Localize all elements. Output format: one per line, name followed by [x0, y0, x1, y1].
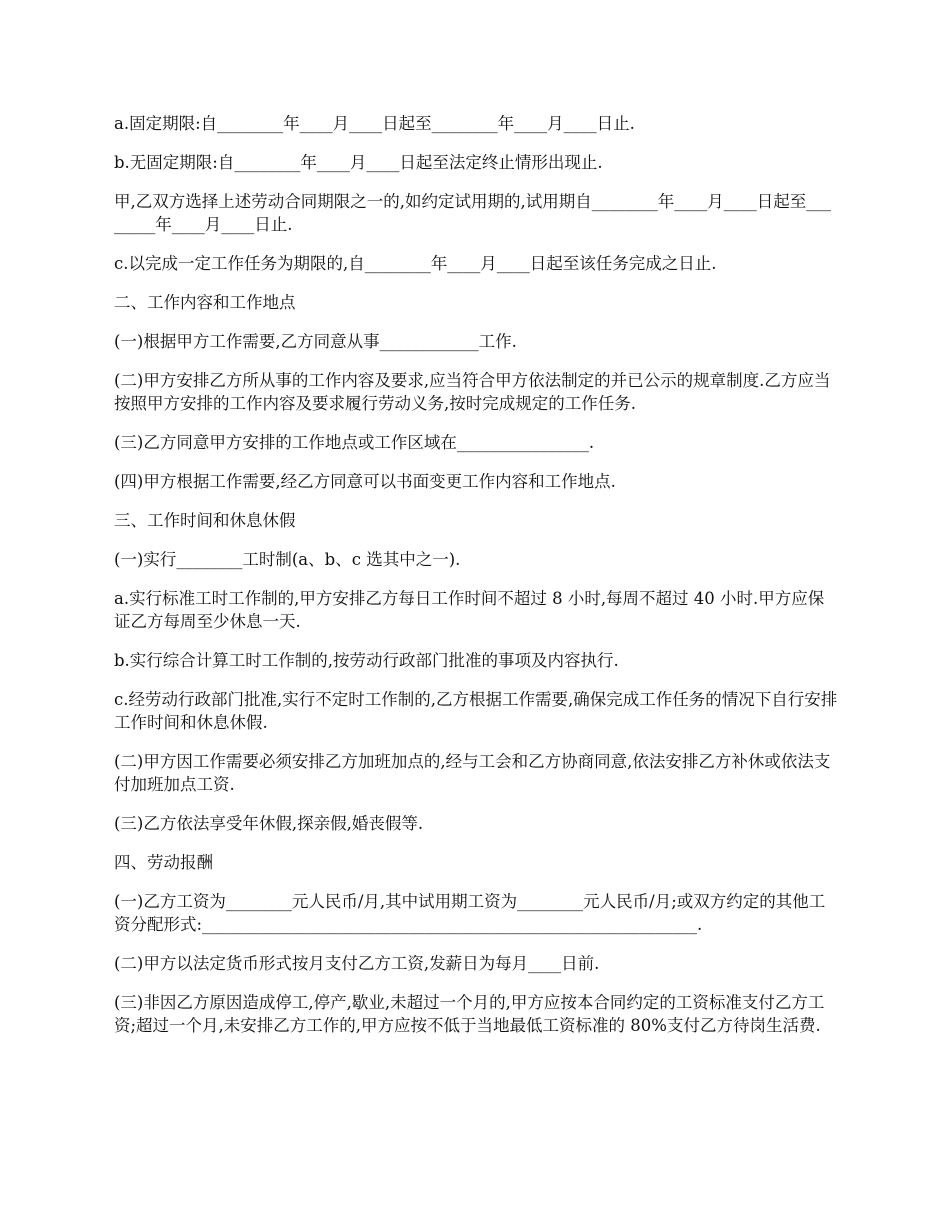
section-heading-remuneration: 四、劳动报酬 [114, 853, 213, 872]
clause-work-stoppage-pay: (三)非因乙方原因造成停工,停产,歇业,未超过一个月的,甲方应按本合同约定的工资标准支付乙方工资;超过一个月,未安排乙方工作的,甲方应按不低于当地最低工资标准的 80%支付乙方待岗生活费. [114, 993, 825, 1035]
clause-probation-period: 甲,乙双方选择上述劳动合同期限之一的,如约定试用期的,试用期自________年____月____日起至________年____月____日止. [114, 192, 831, 234]
clause-salary: (一)乙方工资为________元人民币/月,其中试用期工资为________元人民币/月;或双方约定的其他工资分配形式:____________________________________________________________. [114, 892, 826, 934]
clause-flexible-hours: c.经劳动行政部门批准,实行不定时工作制的,乙方根据工作需要,确保完成工作任务的情况下自行安排工作时间和休息休假. [114, 690, 838, 732]
clause-payday: (二)甲方以法定货币形式按月支付乙方工资,发薪日为每月____日前. [114, 954, 600, 973]
clause-work-requirements: (二)甲方安排乙方所从事的工作内容及要求,应当符合甲方依法制定的并已公示的规章制度.乙方应当按照甲方安排的工作内容及要求履行劳动义务,按时完成规定的工作任务. [114, 371, 831, 413]
clause-task-term: c.以完成一定工作任务为期限的,自________年____月____日起至该任务完成之日止. [114, 254, 717, 273]
clause-standard-hours: a.实行标准工时工作制的,甲方安排乙方每日工作时间不超过 8 小时,每周不超过 40 小时.甲方应保证乙方每周至少休息一天. [114, 589, 825, 631]
clause-open-term: b.无固定期限:自________年____月____日起至法定终止情形出现止. [114, 153, 603, 172]
document-body [114, 112, 838, 1053]
clause-work-change: (四)甲方根据工作需要,经乙方同意可以书面变更工作内容和工作地点. [114, 472, 616, 491]
clause-comprehensive-hours: b.实行综合计算工时工作制的,按劳动行政部门批准的事项及内容执行. [114, 651, 619, 670]
clause-work-location: (三)乙方同意甲方安排的工作地点或工作区域在________________. [114, 433, 595, 452]
clause-hours-system: (一)实行________工时制(a、b、c 选其中之一). [114, 550, 461, 569]
clause-work-assignment: (一)根据甲方工作需要,乙方同意从事____________工作. [114, 332, 517, 351]
clause-fixed-term: a.固定期限:自________年____月____日起至________年____月____日止. [114, 114, 635, 133]
section-heading-work-hours: 三、工作时间和休息休假 [114, 511, 296, 530]
clause-overtime: (二)甲方因工作需要必须安排乙方加班加点的,经与工会和乙方协商同意,依法安排乙方补休或依法支付加班加点工资. [114, 752, 831, 794]
section-heading-work-content: 二、工作内容和工作地点 [114, 293, 296, 312]
clause-leave: (三)乙方依法享受年休假,探亲假,婚丧假等. [114, 814, 424, 833]
